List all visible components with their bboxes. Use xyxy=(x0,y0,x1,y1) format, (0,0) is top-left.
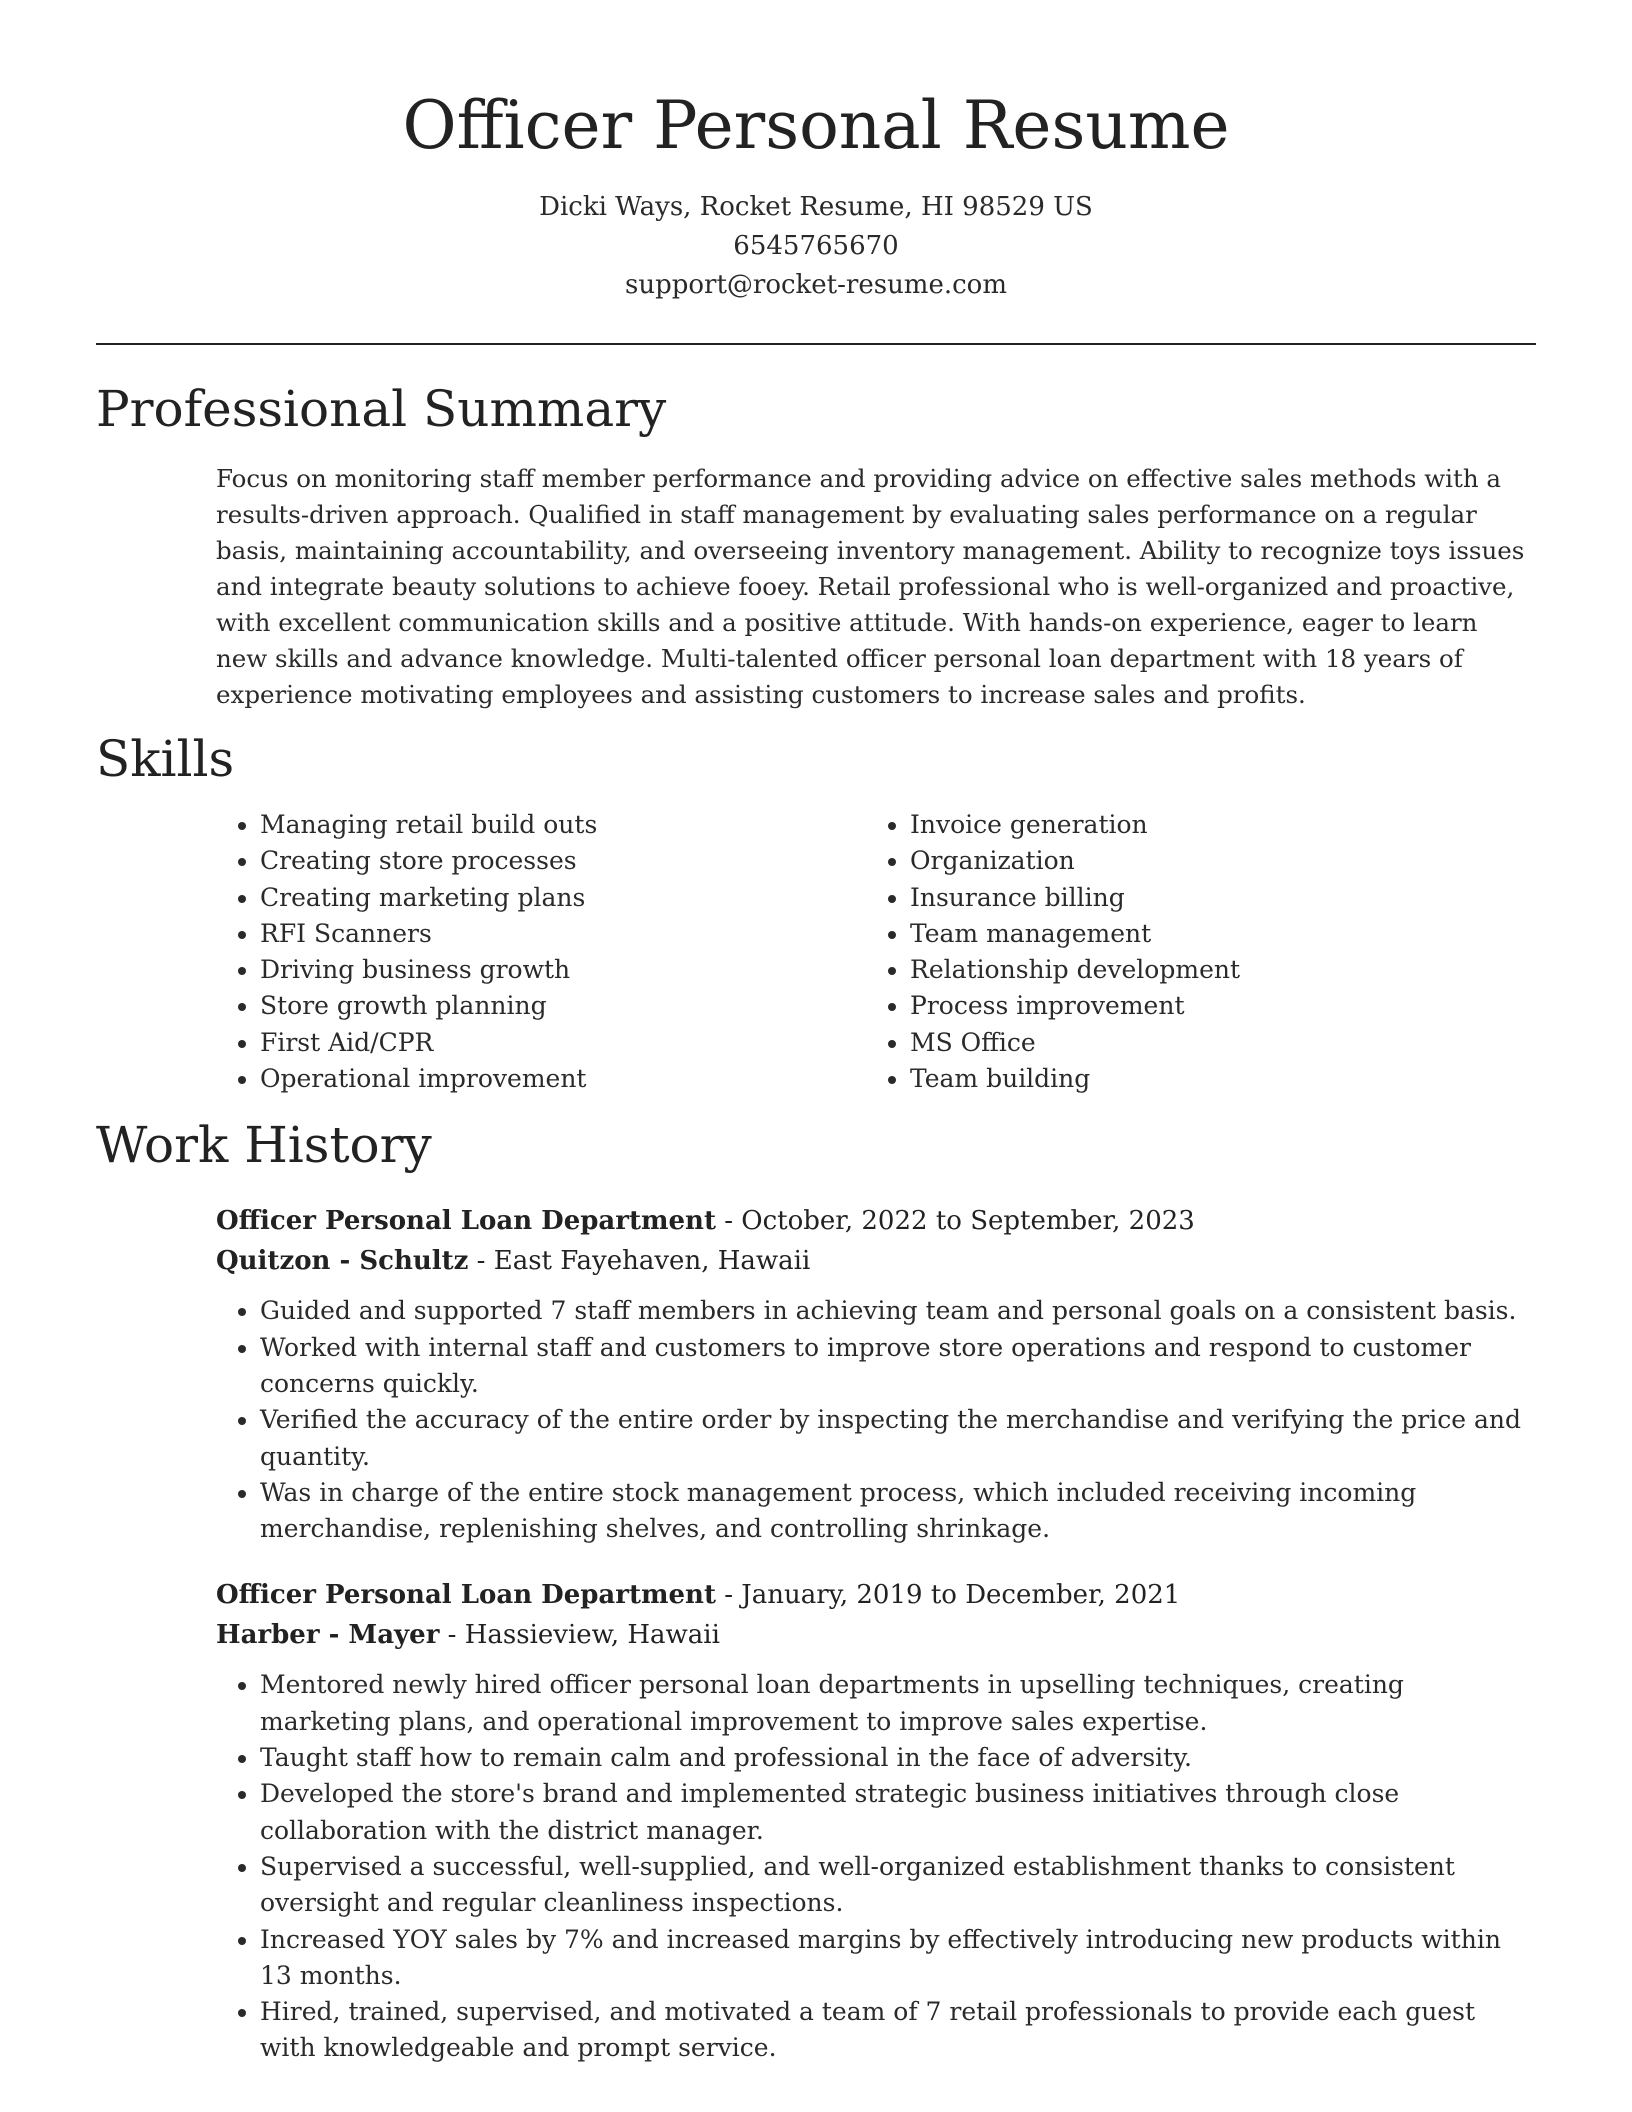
skill-item: • First Aid/CPR xyxy=(260,1025,866,1061)
skills-column-left xyxy=(216,807,866,1097)
skill-item: • Process improvement xyxy=(910,988,1516,1024)
skill-item: • Store growth planning xyxy=(260,988,866,1024)
skill-item: • RFI Scanners xyxy=(260,916,866,952)
skill-item: • Team management xyxy=(910,916,1516,952)
job-role: Officer Personal Loan Department xyxy=(216,1206,716,1237)
job-bullet: • Taught staff how to remain calm and professional in the face of adversity. xyxy=(260,1740,1536,1776)
contact-address: Dicki Ways, Rocket Resume, HI 98529 US xyxy=(539,192,1093,222)
job-bullet: • Verified the accuracy of the entire order by inspecting the merchandise and verifying the price and quantity. xyxy=(260,1402,1536,1475)
job-company-line xyxy=(216,1615,1536,1655)
skills-column-right xyxy=(866,807,1516,1097)
skill-item: • Insurance billing xyxy=(910,880,1516,916)
summary-heading: Professional Summary xyxy=(96,380,667,438)
skill-item: • Team building xyxy=(910,1061,1516,1097)
resume-header xyxy=(96,0,1536,305)
skill-item: • Relationship development xyxy=(910,952,1516,988)
job-bullet: • Was in charge of the entire stock management process, which included receiving incoming merchandise, replenishing shelves, and controlling shrinkage. xyxy=(260,1475,1536,1548)
skill-item: • Invoice generation xyxy=(910,807,1516,843)
job-company: Harber - Mayer xyxy=(216,1620,440,1651)
skill-item: • Organization xyxy=(910,843,1516,879)
job-bullet: • Mentored newly hired officer personal loan departments in upselling techniques, creating marketing plans, and operational improvement to improve sales expertise. xyxy=(260,1667,1536,1740)
job-bullet: • Increased YOY sales by 7% and increased margins by effectively introducing new products within 13 months. xyxy=(260,1922,1536,1995)
job-location: - East Fayehaven, Hawaii xyxy=(468,1246,811,1277)
job-dates: - January, 2019 to December, 2021 xyxy=(715,1580,1181,1611)
job-entry xyxy=(216,1201,1536,1547)
contact-email: support@rocket-resume.com xyxy=(624,270,1007,300)
job-company-line xyxy=(216,1241,1536,1281)
job-role-line xyxy=(216,1575,1536,1615)
job-bullets xyxy=(216,1293,1536,1547)
job-bullet: • Guided and supported 7 staff members in achieving team and personal goals on a consistent basis. xyxy=(260,1293,1536,1329)
job-role-line xyxy=(216,1201,1536,1241)
job-entry xyxy=(216,1575,1536,2066)
contact-phone: 6545765670 xyxy=(733,231,899,261)
skill-item: • Driving business growth xyxy=(260,952,866,988)
skill-item: • Creating store processes xyxy=(260,843,866,879)
skill-item: • Creating marketing plans xyxy=(260,880,866,916)
skills-heading: Skills xyxy=(96,730,235,788)
summary-text: Focus on monitoring staff member performance and providing advice on effective sales methods with a results-driven approach. Qualified in staff management by evaluating sales performance on a regular basis, maintaining accountability, and overseeing inventory management. Ability to recognize toys issues and integrate beauty solutions to achieve fooey. Retail professional who is well-organized and proactive, with excellent communication skills and a positive attitude. With hands-on experience, eager to learn new skills and advance knowledge. Multi-talented officer personal loan department with 18 years of experience motivating employees and assisting customers to increase sales and profits. xyxy=(216,464,1525,709)
job-bullet: • Supervised a successful, well-supplied, and well-organized establishment thanks to consistent oversight and regular cleanliness inspections. xyxy=(260,1849,1536,1922)
job-bullet: • Hired, trained, supervised, and motivated a team of 7 retail professionals to provide each guest with knowledgeable and prompt service. xyxy=(260,1994,1536,2067)
contact-info xyxy=(96,188,1536,305)
header-divider xyxy=(96,343,1536,345)
skill-item: • Operational improvement xyxy=(260,1061,866,1097)
resume-title: Officer Personal Resume xyxy=(402,87,1230,164)
skill-item: • Managing retail build outs xyxy=(260,807,866,843)
job-dates: - October, 2022 to September, 2023 xyxy=(715,1206,1195,1237)
skill-item: • MS Office xyxy=(910,1025,1516,1061)
job-role: Officer Personal Loan Department xyxy=(216,1580,716,1611)
job-bullets xyxy=(216,1667,1536,2066)
job-bullet: • Worked with internal staff and customers to improve store operations and respond to customer concerns quickly. xyxy=(260,1330,1536,1403)
job-bullet: • Developed the store's brand and implemented strategic business initiatives through close collaboration with the district manager. xyxy=(260,1776,1536,1849)
job-location: - Hassieview, Hawaii xyxy=(439,1620,720,1651)
skills-list xyxy=(216,807,1536,1097)
job-company: Quitzon - Schultz xyxy=(216,1246,469,1277)
work-history-heading: Work History xyxy=(96,1116,432,1175)
